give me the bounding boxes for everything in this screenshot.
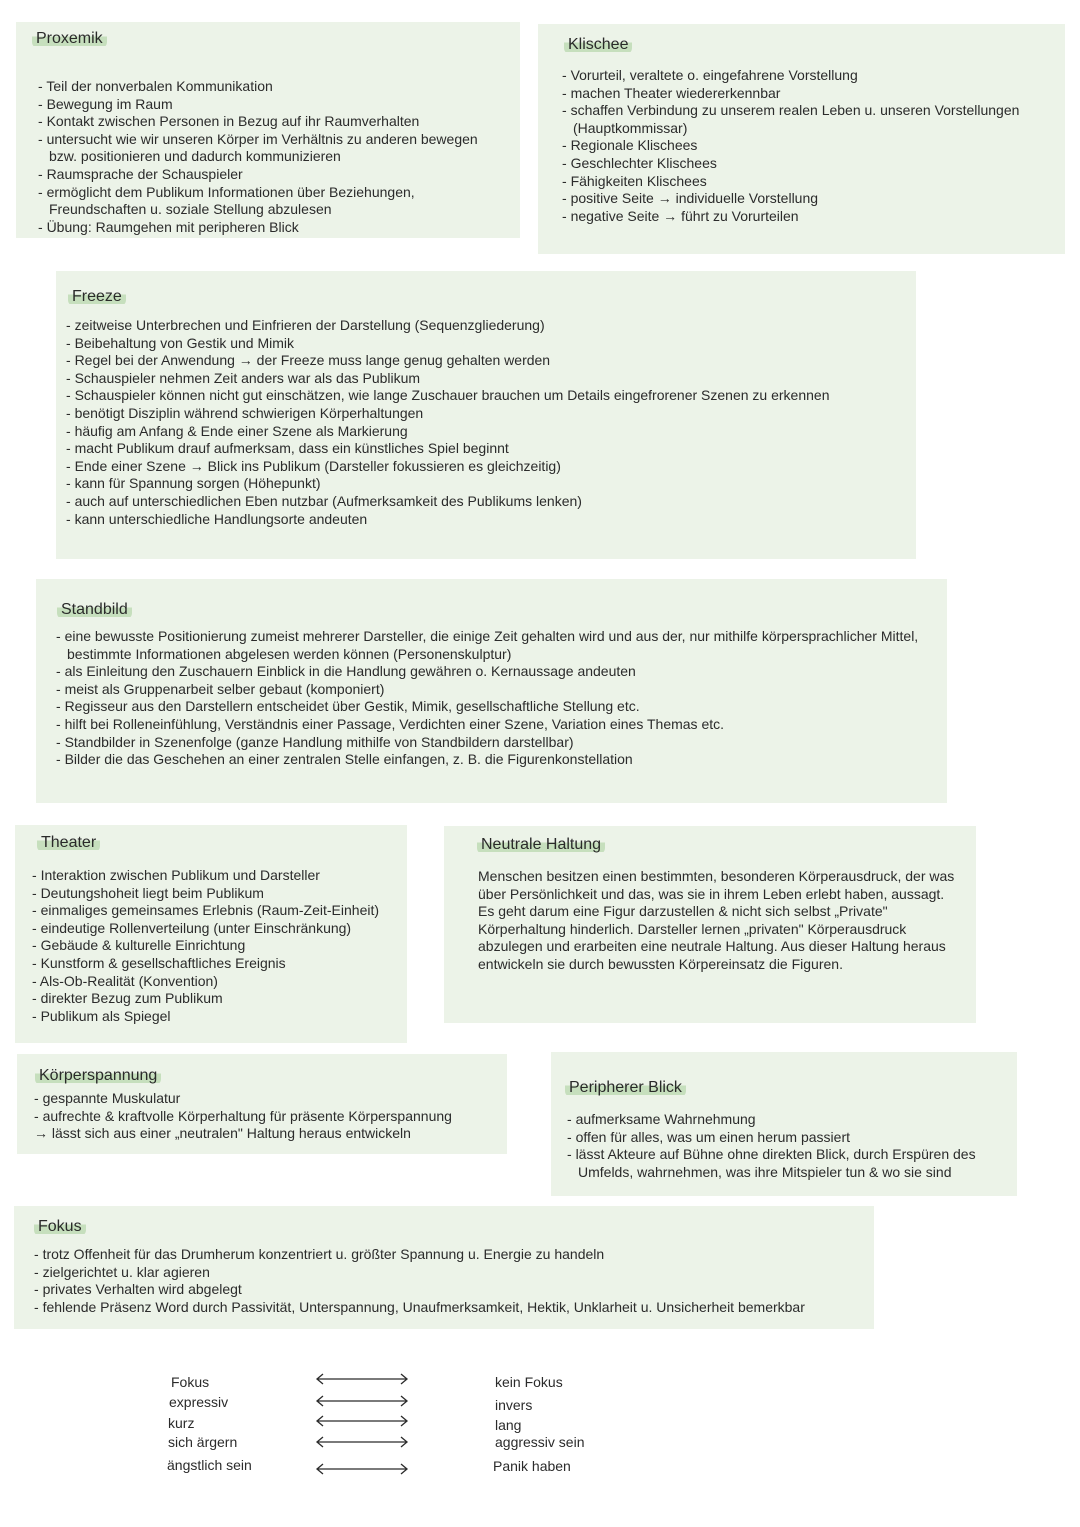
- list-item: - trotz Offenheit für das Drumherum konzentriert u. größter Spannung u. Energie zu handeln: [34, 1246, 864, 1264]
- section-title: Freeze: [68, 288, 126, 306]
- section-title: Körperspannung: [35, 1067, 161, 1085]
- list-item: - Raumsprache der Schauspieler: [38, 166, 478, 184]
- list-item: - kann unterschiedliche Handlungsorte andeuten: [66, 511, 906, 529]
- section-title: Peripherer Blick: [565, 1079, 686, 1097]
- section-peripherer-blick: [551, 1052, 1017, 1196]
- list-item: - Bilder die das Geschehen an einer zentralen Stelle einfangen, z. B. die Figurenkonstellation: [56, 751, 940, 769]
- theater-list: [32, 867, 404, 1025]
- section-standbild: [36, 579, 947, 803]
- list-item: - benötigt Disziplin während schwierigen Körperhaltungen: [66, 405, 906, 423]
- list-item: - machen Theater wiedererkennbar: [562, 85, 1056, 103]
- list-item: - offen für alles, was um einen herum passiert: [567, 1129, 1013, 1147]
- list-item: - hilft bei Rolleneinfühlung, Verständnis einer Passage, Verdichten einer Szene, Variation eines Themas etc.: [56, 716, 940, 734]
- section-theater: [15, 825, 407, 1043]
- list-item: - Geschlechter Klischees: [562, 155, 1056, 173]
- list-item: - direkter Bezug zum Publikum: [32, 990, 404, 1008]
- list-item: - lässt Akteure auf Bühne ohne direkten Blick, durch Erspüren des Umfelds, wahrnehmen, was ihre Mitspieler tun & wo sie sind: [567, 1146, 1013, 1181]
- double-arrow-icon: [314, 1372, 410, 1386]
- proxemik-list: [38, 78, 478, 236]
- list-item: - Deutungshoheit liegt beim Publikum: [32, 885, 404, 903]
- list-item: - Regisseur aus den Darstellern entscheidet über Gestik, Mimik, gesellschaftliche Stellung etc.: [56, 698, 940, 716]
- list-item: - Schauspieler können nicht gut einschätzen, wie lange Zuschauer brauchen um Details eingefrorener Szenen zu erkennen: [66, 387, 906, 405]
- list-item: - Bewegung im Raum: [38, 96, 478, 114]
- section-title: Standbild: [57, 601, 132, 619]
- standbild-list: [56, 628, 940, 769]
- list-item-arrow: → lässt sich aus einer „neutralen" Haltung heraus entwickeln: [34, 1125, 411, 1142]
- section-title: Neutrale Haltung: [477, 836, 605, 854]
- opposite-left: ängstlich sein: [167, 1457, 252, 1473]
- list-item: - privates Verhalten wird abgelegt: [34, 1281, 864, 1299]
- list-item: - Publikum als Spiegel: [32, 1008, 404, 1026]
- double-arrow-icon: [314, 1414, 410, 1428]
- list-item: - positive Seite → individuelle Vorstellung: [562, 190, 1056, 208]
- list-item: - Interaktion zwischen Publikum und Darsteller: [32, 867, 404, 885]
- section-freeze: [56, 271, 916, 559]
- double-arrow-icon: [314, 1462, 410, 1476]
- section-fokus: [14, 1206, 874, 1329]
- list-item: - Kontakt zwischen Personen in Bezug auf ihr Raumverhalten: [38, 113, 478, 131]
- section-proxemik: [16, 22, 520, 238]
- double-arrow-icon: [314, 1435, 410, 1449]
- list-item: - ermöglicht dem Publikum Informationen über Beziehungen, Freundschaften u. soziale Stellung abzulesen: [38, 184, 478, 219]
- list-item: - fehlende Präsenz Word durch Passivität, Unterspannung, Unaufmerksamkeit, Hektik, Unklarheit u. Unsicherheit bemerkbar: [34, 1299, 864, 1317]
- opposite-right: Panik haben: [493, 1458, 571, 1474]
- list-item: - kann für Spannung sorgen (Höhepunkt): [66, 475, 906, 493]
- list-item: - zielgerichtet u. klar agieren: [34, 1264, 864, 1282]
- list-item: - Standbilder in Szenenfolge (ganze Handlung mithilfe von Standbildern darstellbar): [56, 734, 940, 752]
- list-item: - Als-Ob-Realität (Konvention): [32, 973, 404, 991]
- list-item: - Fähigkeiten Klischees: [562, 173, 1056, 191]
- list-item: - gespannte Muskulatur: [34, 1090, 504, 1108]
- list-item: - Regel bei der Anwendung → der Freeze muss lange genug gehalten werden: [66, 352, 906, 370]
- list-item: - meist als Gruppenarbeit selber gebaut (komponiert): [56, 681, 940, 699]
- koerperspannung-list: [34, 1090, 504, 1143]
- list-item: - Ende einer Szene → Blick ins Publikum (Darsteller fokussieren es gleichzeitig): [66, 458, 906, 476]
- list-item: - aufmerksame Wahrnehmung: [567, 1111, 1013, 1129]
- list-item: - eine bewusste Positionierung zumeist mehrerer Darsteller, die einige Zeit gehalten wird und aus der, nur mithilfe körpersprachlicher Mittel, bestimmte Informationen abgelesen werden können (Personenskulptur): [56, 628, 940, 663]
- section-neutrale-haltung: [444, 826, 976, 1023]
- list-item: - Kunstform & gesellschaftliches Ereignis: [32, 955, 404, 973]
- opposite-right: kein Fokus: [495, 1374, 563, 1390]
- list-item: - Teil der nonverbalen Kommunikation: [38, 78, 478, 96]
- section-title: Theater: [37, 834, 100, 852]
- double-arrow-icon: [314, 1394, 410, 1408]
- list-item: - macht Publikum drauf aufmerksam, dass ein künstliches Spiel beginnt: [66, 440, 906, 458]
- section-klischee: [538, 24, 1065, 254]
- list-item: - aufrechte & kraftvolle Körperhaltung für präsente Körperspannung: [34, 1108, 504, 1126]
- peripherer-blick-list: [567, 1111, 1013, 1181]
- opposite-right: invers: [495, 1397, 533, 1413]
- list-item: - als Einleitung den Zuschauern Einblick in die Handlung gewähren o. Kernaussage andeuten: [56, 663, 940, 681]
- opposite-left: kurz: [168, 1415, 195, 1431]
- section-title: Klischee: [564, 36, 632, 54]
- list-item: - eindeutige Rollenverteilung (unter Einschränkung): [32, 920, 404, 938]
- list-item: - Regionale Klischees: [562, 137, 1056, 155]
- opposite-right: lang: [495, 1417, 522, 1433]
- opposite-left: Fokus: [171, 1374, 210, 1390]
- list-item: - Vorurteil, veraltete o. eingefahrene Vorstellung: [562, 67, 1056, 85]
- neutrale-text: Menschen besitzen einen bestimmten, besonderen Körperausdruck, der was über Persönlichkeit und das, was sie in ihrem Leben erlebt haben, aussagt. Es geht darum eine Figur darzustellen & nicht sich selbst „Private" Körperhaltung hinderlich. Darsteller lernen „privaten" Körperausdruck abzulegen und erarbeiten eine neutrale Haltung. Aus dieser Haltung heraus entwickeln sie durch bewussten Körpereinsatz die Figuren.: [478, 868, 955, 972]
- list-item: - Schauspieler nehmen Zeit anders war als das Publikum: [66, 370, 906, 388]
- section-title: Fokus: [34, 1218, 86, 1236]
- list-item: - schaffen Verbindung zu unserem realen Leben u. unseren Vorstellungen (Hauptkommissar): [562, 102, 1056, 137]
- list-item: - Beibehaltung von Gestik und Mimik: [66, 335, 906, 353]
- list-item: - einmaliges gemeinsames Erlebnis (Raum-Zeit-Einheit): [32, 902, 404, 920]
- section-title: Proxemik: [32, 30, 107, 48]
- freeze-list: [66, 317, 906, 528]
- fokus-list: [34, 1246, 864, 1316]
- opposite-right: aggressiv sein: [495, 1434, 585, 1450]
- list-item: - häufig am Anfang & Ende einer Szene als Markierung: [66, 423, 906, 441]
- opposite-left: sich ärgern: [168, 1434, 238, 1450]
- list-item: - auch auf unterschiedlichen Eben nutzbar (Aufmerksamkeit des Publikums lenken): [66, 493, 906, 511]
- list-item: - negative Seite → führt zu Vorurteilen: [562, 208, 1056, 226]
- list-item: - zeitweise Unterbrechen und Einfrieren der Darstellung (Sequenzgliederung): [66, 317, 906, 335]
- klischee-list: [562, 67, 1056, 225]
- opposite-left: expressiv: [169, 1394, 229, 1410]
- list-item: - Gebäude & kulturelle Einrichtung: [32, 937, 404, 955]
- list-item: - untersucht wie wir unseren Körper im Verhältnis zu anderen bewegen bzw. positionieren und dadurch kommunizieren: [38, 131, 478, 166]
- list-item: - Übung: Raumgehen mit peripheren Blick: [38, 219, 478, 237]
- section-koerperspannung: [17, 1054, 507, 1154]
